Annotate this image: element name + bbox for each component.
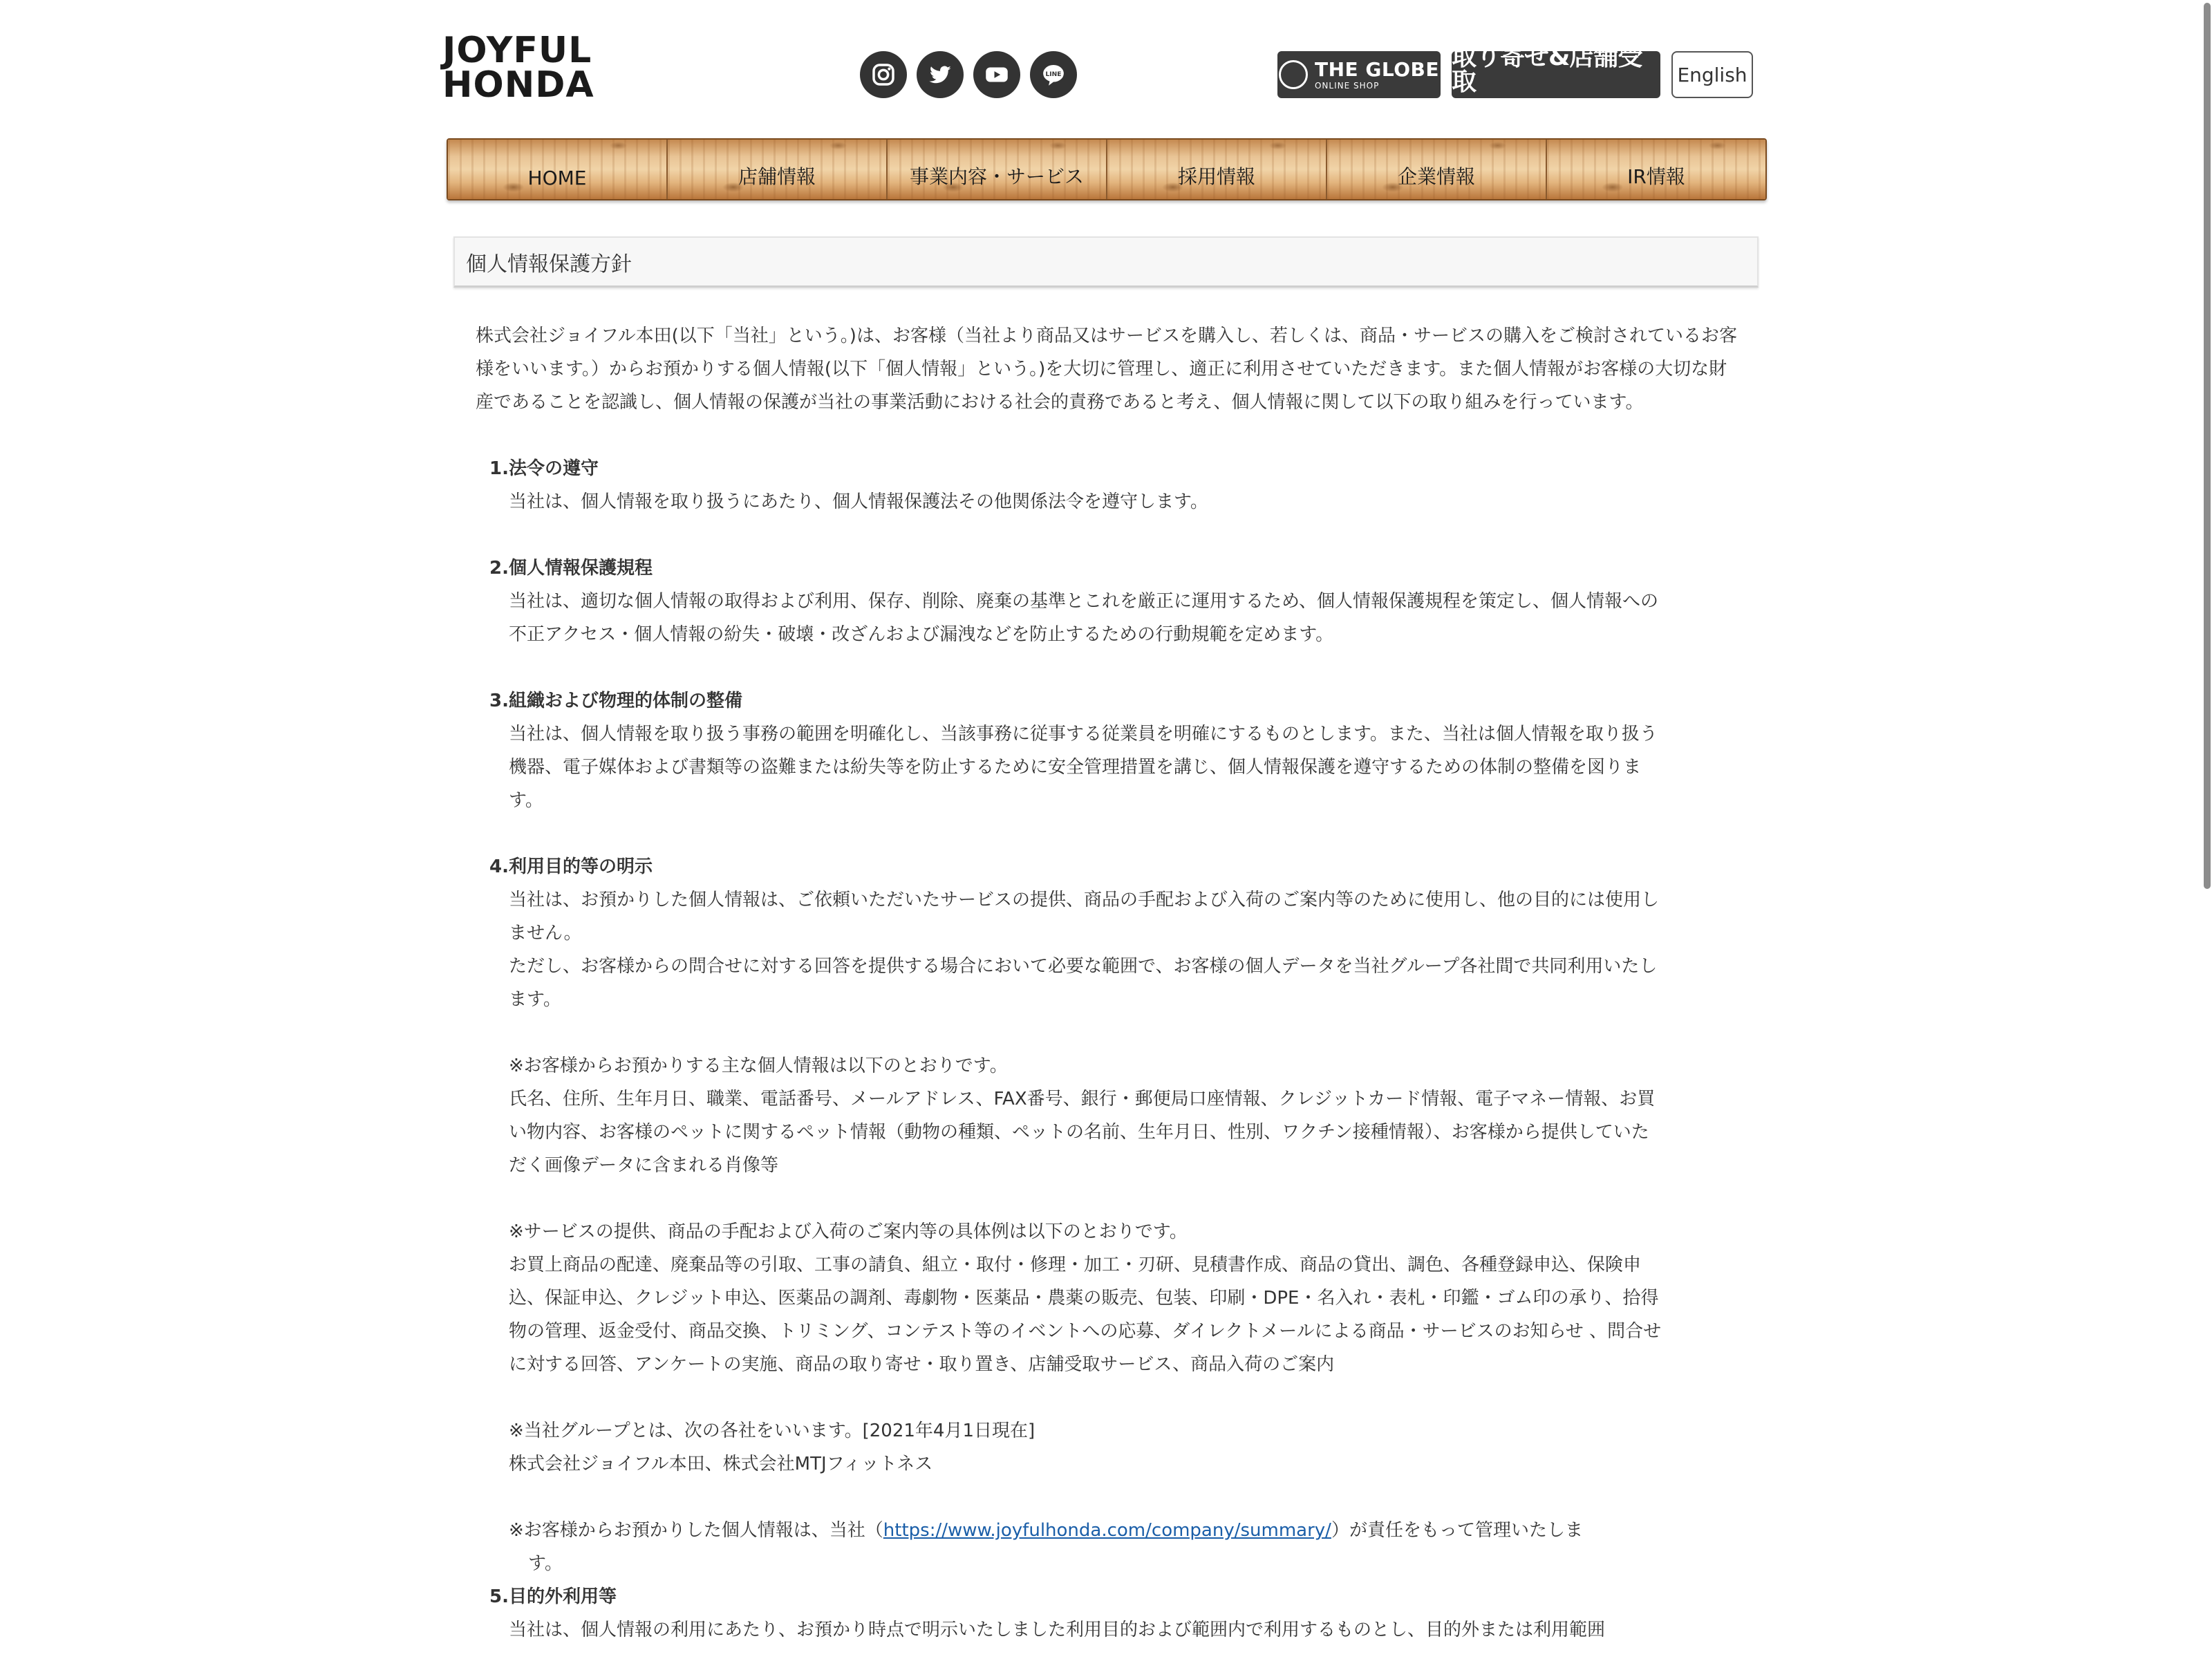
note-personal-info-body: 氏名、住所、生年月日、職業、電話番号、メールアドレス、FAX番号、銀行・郵便局口座情報、クレジットカード情報、電子マネー情報、お買い物内容、お客様のペットに関するペット情報（動物の種類、ペットの名前、生年月日、性別、ワクチン接種情報）、お客様から提供していただく画像データに含まれる肖像等 xyxy=(509,1089,1656,1176)
nav-item-ir[interactable]: IR情報 xyxy=(1547,140,1765,199)
note-personal-info-title: ※お客様からお預かりする主な個人情報は以下のとおりです。 xyxy=(509,1056,1008,1076)
company-summary-link[interactable]: https://www.joyfulhonda.com/company/summary/ xyxy=(883,1520,1331,1541)
section-body-1: 当社は、個人情報を取り扱うにあたり、個人情報保護法その他関係法令を遵守します。 xyxy=(509,491,1208,512)
logo-line-1: JOYFUL xyxy=(442,30,592,71)
section-heading-3: 3.組織および物理的体制の整備 xyxy=(489,691,742,711)
globe-banner-title: THE GLOBE xyxy=(1314,57,1439,81)
note-group-title: ※当社グループとは、次の各社をいいます。[2021年4月1日現在] xyxy=(509,1421,1035,1441)
note-service-examples-title: ※サービスの提供、商品の手配および入荷のご案内等の具体例は以下のとおりです。 xyxy=(509,1221,1188,1242)
note-management-pre: ※お客様からお預かりした個人情報は、当社（ xyxy=(509,1520,883,1541)
nav-item-stores[interactable]: 店舗情報 xyxy=(668,140,888,199)
section-heading-2: 2.個人情報保護規程 xyxy=(489,558,653,579)
nav-item-recruit[interactable]: 採用情報 xyxy=(1107,140,1327,199)
note-management xyxy=(476,1514,1665,1580)
section-heading-5: 5.目的外利用等 xyxy=(489,1586,617,1607)
note-service-examples-body: お買上商品の配達、廃棄品等の引取、工事の請負、組立・取付・修理・加工・刃研、見積書作成、商品の貸出、調色、各種登録申込、保険申込、保証申込、クレジット申込、医薬品の調剤、毒劇物・医薬品・農薬の販売、包装、印刷・DPE・名入れ・表札・印鑑・ゴム印の承り、拾得物の管理、返金受付、商品交換、トリミング、コンテスト等のイベントへの応募、ダイレクトメールによる商品・サービスのお知らせ 、問合せに対する回答、アンケートの実施、商品の取り寄せ・取り置き、店舗受取サービス、商品入荷のご案内 xyxy=(509,1255,1662,1375)
nav-item-company[interactable]: 企業情報 xyxy=(1327,140,1547,199)
globe-icon xyxy=(1279,60,1308,89)
section-body-5: 当社は、個人情報の利用にあたり、お預かり時点で明示いたしました利用目的および範囲内で利用するものとし、目的外または利用範囲 xyxy=(509,1620,1606,1640)
english-button[interactable]: English xyxy=(1671,51,1753,98)
order-pickup-subtitle: JOYFUL HONDA xyxy=(1526,97,1586,105)
section-body-3: 当社は、個人情報を取り扱う事務の範囲を明確化し、当該事務に従事する従業員を明確にするものとします。また、当社は個人情報を取り扱う機器、電子媒体および書類等の盗難または紛失等を防止するために安全管理措置を講じ、個人情報保護を遵守するための体制の整備を図ります。 xyxy=(509,724,1658,811)
order-pickup-title: 取り寄せ&店舗受取 xyxy=(1452,42,1642,96)
twitter-icon[interactable] xyxy=(917,51,964,98)
line-icon[interactable] xyxy=(1030,51,1077,98)
globe-banner-subtitle: ONLINE SHOP xyxy=(1314,80,1380,91)
scrollbar-thumb[interactable] xyxy=(2204,3,2211,889)
joyful-honda-logo[interactable] xyxy=(442,30,608,106)
section-body-4: 当社は、お預かりした個人情報は、ご依頼いただいたサービスの提供、商品の手配および入荷のご案内等のために使用し、他の目的には使用しません。 xyxy=(509,890,1660,944)
policy-content xyxy=(476,319,1741,1647)
main-nav xyxy=(447,138,1767,200)
section-heading-1: 1.法令の遵守 xyxy=(489,458,599,479)
section-body-2: 当社は、適切な個人情報の取得および利用、保存、削除、廃棄の基準とこれを厳正に運用するため、個人情報保護規程を策定し、個人情報への不正アクセス・個人情報の紛失・破壊・改ざんおよび漏洩などを防止するための行動規範を定めます。 xyxy=(509,591,1658,645)
social-links xyxy=(860,51,1077,98)
nav-item-home[interactable]: HOME xyxy=(448,140,668,199)
page-title: 個人情報保護方針 xyxy=(453,236,1759,288)
youtube-icon[interactable] xyxy=(973,51,1020,98)
note-group-body: 株式会社ジョイフル本田、株式会社MTJフィットネス xyxy=(509,1454,933,1474)
note-management-post: ）が責任をもって管理いたしま xyxy=(1331,1520,1583,1541)
the-globe-online-shop-banner[interactable] xyxy=(1277,51,1441,98)
site-header xyxy=(0,0,2212,131)
note-management-cont: す。 xyxy=(528,1553,563,1574)
order-pickup-banner[interactable] xyxy=(1452,42,1660,105)
section-body-4-shared-use: ただし、お客様からの問合せに対する回答を提供する場合において必要な範囲で、お客様の個人データを当社グループ各社間で共同利用いたします。 xyxy=(509,956,1658,1010)
section-heading-4: 4.利用目的等の明示 xyxy=(489,856,653,877)
instagram-icon[interactable] xyxy=(860,51,907,98)
intro-text: 株式会社ジョイフル本田(以下「当社」という。)は、お客様（当社より商品又はサービスを購入し、若しくは、商品・サービスの購入をご検討されているお客様をいいます。）からお預かりする個人情報(以下「個人情報」という。)を大切に管理し、適正に利用させていただきます。また個人情報がお客様の大切な財産であることを認識し、個人情報の保護が当社の事業活動における社会的責務であると考え、個人情報に関して以下の取り組みを行っています。 xyxy=(476,326,1737,413)
nav-item-services[interactable]: 事業内容・サービス xyxy=(888,140,1107,199)
scrollbar[interactable] xyxy=(2202,0,2212,1659)
line-icon-text: LINE xyxy=(1045,71,1062,78)
logo-line-2: HONDA xyxy=(442,64,594,106)
